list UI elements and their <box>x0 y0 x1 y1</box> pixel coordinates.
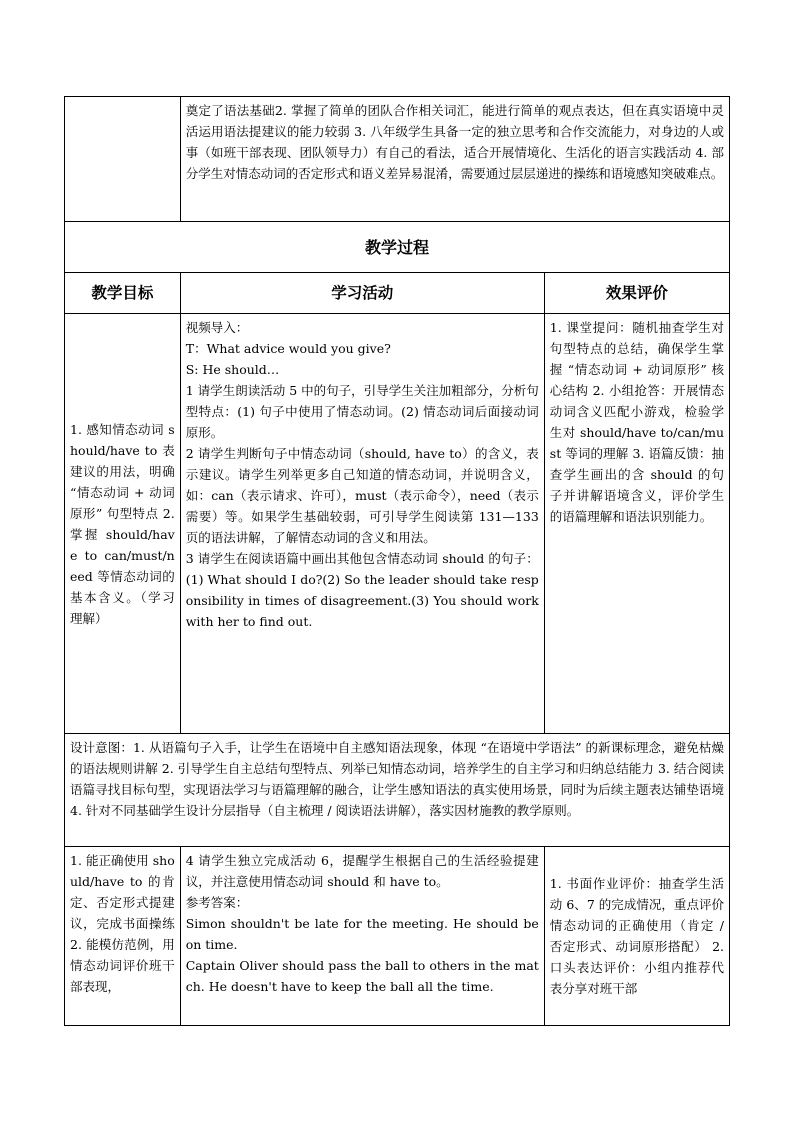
lesson-plan-page <box>64 96 730 1026</box>
header-goal: 教学目标 <box>65 273 181 314</box>
activity-line: Captain Oliver should pass the ball to others in the match. He doesn't have to keep the ball all the time. <box>185 958 539 994</box>
activity-line: 参考答案： <box>185 895 249 910</box>
activity-line: 4 请学生独立完成活动 6，提醒学生根据自己的生活经验提建议，并注意使用情态动词 should 和 have to。 <box>185 853 539 889</box>
goal-cell: 1. 能正确使用 should/have to 的肯定、否定形式提建议，完成书面操练 2. 能模仿范例，用情态动词评价班干部表现， <box>65 847 181 1026</box>
column-header-row <box>65 273 730 314</box>
activity-cell <box>180 847 544 1026</box>
activity-cell <box>180 314 544 734</box>
activity-line: 2 请学生判断句子中情态动词（should, have to）的含义，表示建议。请学生列举更多自己知道的情态动词，并说明含义，如：can（表示请求、许可），must（表示命令），need（表示需要）等。如果学生基础较弱，可引导学生阅读第 131—133 页的语法讲解，了解情态动词的含义和用法。 <box>185 446 539 545</box>
background-row <box>65 97 730 222</box>
activity-line: S: He should… <box>185 362 280 377</box>
header-activity: 学习活动 <box>180 273 544 314</box>
activity-line: 3 请学生在阅读语篇中画出其他包含情态动词 should 的句子：(1) What should I do?(2) So the leader should take responsibility in times of disagreement.(3) You should work with her to find out. <box>185 551 539 629</box>
table-row <box>65 314 730 734</box>
evaluation-cell: 1. 课堂提问：随机抽查学生对句型特点的总结，确保学生掌握 “情态动词 + 动词原形” 核心结构 2. 小组抢答：开展情态动词含义匹配小游戏，检验学生对 should/have to/can/must 等词的理解 3. 语篇反馈：抽查学生画出的含 should 的句子并讲解语境含义，评价学生的语篇理解和语法识别能力。 <box>544 314 729 734</box>
lesson-plan-table <box>64 96 730 1026</box>
activity-line: 1 请学生朗读活动 5 中的句子，引导学生关注加粗部分，分析句型特点：(1) 句子中使用了情态动词。(2) 情态动词后面接动词原形。 <box>185 383 539 440</box>
header-evaluation: 效果评价 <box>544 273 729 314</box>
goal-cell: 1. 感知情态动词 should/have to 表建议的用法，明确 “情态动词 + 动词原形” 句型特点 2. 掌握 should/have to can/must/need 等情态动词的基本含义。（学习理解） <box>65 314 181 734</box>
activity-line: T：What advice would you give? <box>185 341 391 356</box>
design-intent-row <box>65 734 730 847</box>
table-row <box>65 847 730 1026</box>
activity-line: 视频导入： <box>185 320 249 335</box>
design-intent-cell: 设计意图：1. 从语篇句子入手，让学生在语境中自主感知语法现象，体现 “在语境中学语法” 的新课标理念，避免枯燥的语法规则讲解 2. 引导学生自主总结句型特点、列举已知情态动词，培养学生的自主学习和归纳总结能力 3. 结合阅读语篇寻找目标句型，实现语法学习与语篇理解的融合，让学生感知语法的真实使用场景，同时为后续主题表达铺垫语境 4. 针对不同基础学生设计分层指导（自主梳理 / 阅读语法讲解），落实因材施教的教学原则。 <box>65 734 730 847</box>
section-title: 教学过程 <box>65 222 730 273</box>
section-title-row <box>65 222 730 273</box>
student-analysis-cell: 奠定了语法基础2. 掌握了简单的团队合作相关词汇，能进行简单的观点表达，但在真实语境中灵活运用语法提建议的能力较弱 3. 八年级学生具备一定的独立思考和合作交流能力，对身边的人或事（如班干部表现、团队领导力）有自己的看法，适合开展情境化、生活化的语言实践活动 4. 部分学生对情态动词的否定形式和语义差异易混淆，需要通过层层递进的操练和语境感知突破难点。 <box>180 97 729 222</box>
activity-line: Simon shouldn't be late for the meeting. He should be on time. <box>185 916 539 952</box>
background-empty-cell <box>65 97 181 222</box>
evaluation-cell: 1. 书面作业评价：抽查学生活动 6、7 的完成情况，重点评价情态动词的正确使用（肯定 / 否定形式、动词原形搭配） 2. 口头表达评价：小组内推荐代表分享对班干部 <box>544 847 729 1026</box>
